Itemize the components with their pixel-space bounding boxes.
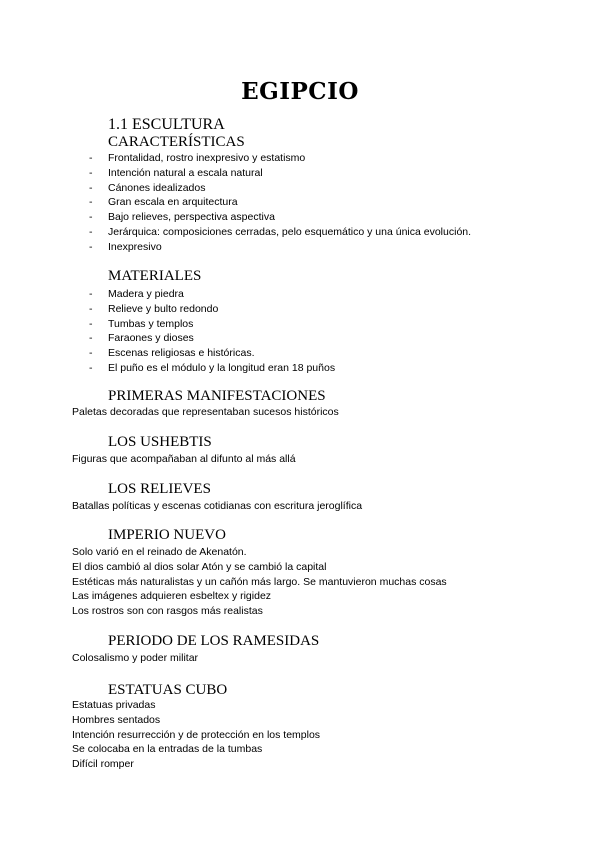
list-item: - Intención natural a escala natural (89, 166, 263, 179)
section-heading: 1.1 ESCULTURA (108, 116, 225, 133)
estatuas-cubo-heading: ESTATUAS CUBO (108, 682, 228, 698)
caracteristicas-list (0, 151, 471, 255)
imperio-nuevo-text: Solo varió en el reinado de Akenatón. El dios cambió al dios solar Atón y se cambió la capital Estéticas más naturalistas y un cañón más largo. Se mantuvieron muchas cosas Las imágenes adquieren esbeltex y rigidez Los rostros son con rasgos más realistas (72, 546, 447, 618)
relieves-text: Batallas políticas y escenas cotidianas con escritura jeroglífica (72, 500, 363, 512)
list-item: - Madera y piedra (89, 288, 184, 300)
primeras-manifestaciones-heading: PRIMERAS MANIFESTACIONES (108, 388, 326, 404)
materiales-list (0, 287, 335, 376)
ushebtis-heading: LOS USHEBTIS (108, 434, 212, 450)
imperio-nuevo-heading: IMPERIO NUEVO (108, 527, 226, 543)
materiales-heading: MATERIALES (108, 268, 202, 284)
list-item: - Tumbas y templos (89, 317, 194, 330)
list-item: - Faraones y dioses (89, 332, 194, 345)
list-item: - Cánones idealizados (89, 181, 206, 194)
estatuas-cubo-text: Estatuas privadas Hombres sentados Intención resurrección y de protección en los templos Se colocaba en la entradas de la tumbas Difícil romper (72, 699, 321, 771)
list-item: - Relieve y bulto redondo (89, 302, 219, 315)
list-item: - Bajo relieves, perspectiva aspectiva (89, 211, 275, 224)
primeras-manifestaciones-text: Paletas decoradas que representaban sucesos históricos (72, 406, 339, 418)
list-item: - Frontalidad, rostro inexpresivo y estatismo (89, 152, 306, 164)
relieves-heading: LOS RELIEVES (108, 481, 211, 497)
list-item: - El puño es el módulo y la longitud eran 18 puños (89, 361, 336, 374)
ramesidas-heading: PERIODO DE LOS RAMESIDAS (108, 633, 320, 649)
ushebtis-text: Figuras que acompañaban al difunto al más allá (72, 453, 296, 465)
list-item: - Gran escala en arquitectura (89, 196, 238, 209)
caracteristicas-heading: CARACTERÍSTICAS (108, 134, 245, 150)
list-item: - Jerárquica: composiciones cerradas, pelo esquemático y una única evolución. (89, 225, 472, 238)
list-item: - Inexpresivo (89, 240, 162, 253)
list-item: - Escenas religiosas e históricas. (89, 347, 255, 360)
ramesidas-text: Colosalismo y poder militar (72, 652, 199, 664)
document-title: EGIPCIO (241, 78, 359, 105)
